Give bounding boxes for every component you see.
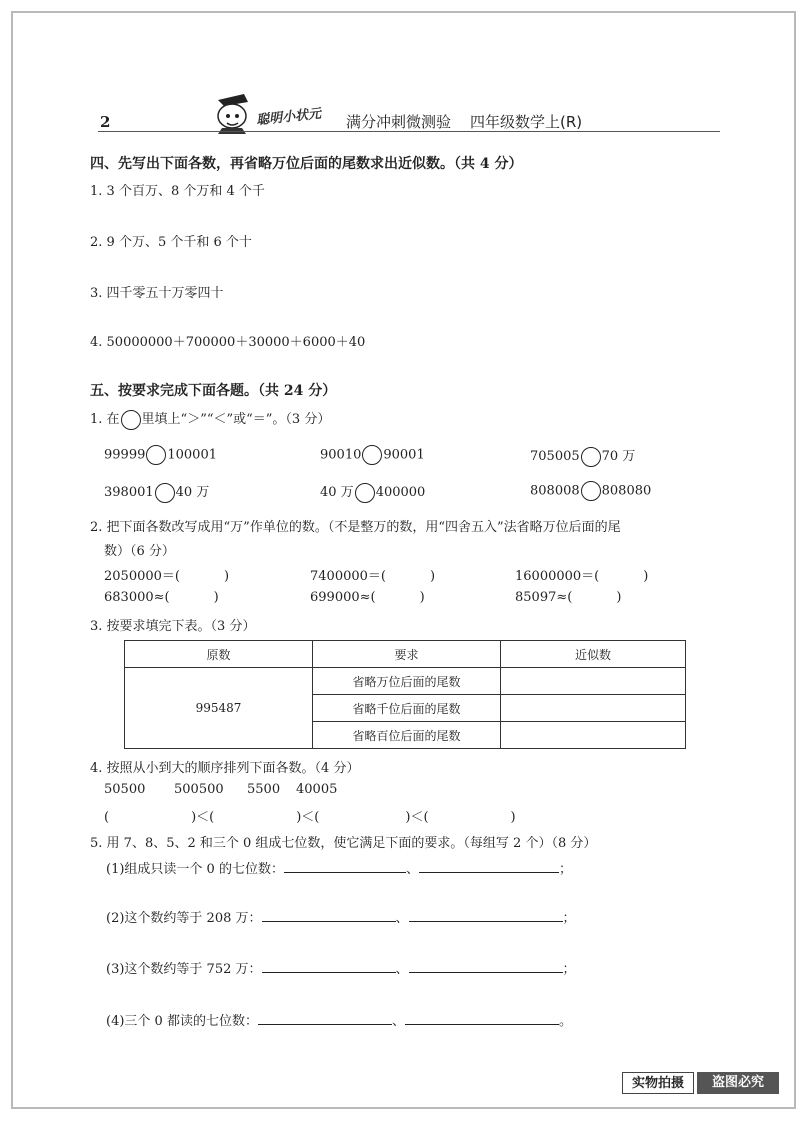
convert-item[interactable]: 16000000＝( ) [515,569,649,584]
q4-number: 40005 [296,782,338,797]
logo-text: 聪明小状元 [255,106,322,129]
table-cell-number: 995487 [125,668,313,749]
header-title: 满分冲刺微测验 [346,113,452,131]
q5-title: 5. 用 7、8、5、2 和三个 0 组成七位数，使它满足下面的要求。（每组写 2 个）（8 分） [90,836,597,851]
compare-item: 398001 40 万 [104,481,209,503]
compare-circle-input[interactable] [155,483,175,503]
q4-title: 4. 按照从小到大的顺序排列下面各数。（4 分） [90,761,360,776]
q4-number: 500500 [174,782,224,797]
compare-circle-input[interactable] [362,445,382,465]
compare-item: 40 万 400000 [320,481,425,503]
compare-item: 90010 90001 [320,445,425,465]
section4-item-3: 3. 四千零五十万零四十 [90,286,224,301]
answer-blank[interactable] [409,958,563,973]
approximation-table [124,640,686,749]
answer-blank[interactable] [419,858,559,873]
table-cell-answer[interactable] [501,695,686,722]
q3-title: 3. 按要求填完下表。（3 分） [90,619,256,634]
convert-item[interactable]: 2050000＝( ) [104,569,230,584]
compare-circle-input[interactable] [355,483,375,503]
q5-item: (4)三个 0 都读的七位数： 、 。 [106,1010,572,1029]
table-header: 要求 [313,641,501,668]
convert-item[interactable]: 683000≈( ) [104,590,219,605]
compare-circle-input[interactable] [581,481,601,501]
stamp-left: 实物拍摄 [622,1072,694,1094]
answer-blank[interactable] [262,907,396,922]
q5-item: (1)组成只读一个 0 的七位数： 、 ； [106,858,572,877]
q4-number: 5500 [247,782,281,797]
compare-item: 705005 70 万 [530,445,635,467]
answer-blank[interactable] [405,1010,559,1025]
stamp-right: 盗图必究 [697,1072,779,1094]
q2-title-line1: 2. 把下面各数改写成用“万”作单位的数。（不是整万的数，用“四舍五入”法省略万位后面的尾 [90,520,621,535]
compare-circle-input[interactable] [581,447,601,467]
table-row [125,668,686,695]
compare-item: 99999 100001 [104,445,217,465]
answer-blank[interactable] [284,858,406,873]
compare-circle-icon [121,410,141,430]
section4-item-1: 1. 3 个百万、8 个万和 4 个千 [90,184,265,199]
compare-circle-input[interactable] [146,445,166,465]
q4-number: 50500 [104,782,146,797]
table-cell-requirement: 省略万位后面的尾数 [313,668,501,695]
compare-item: 808008 808080 [530,481,651,501]
q1-title: 1. 在 里填上“＞”“＜”或“＝”。（3 分） [90,408,330,430]
convert-item[interactable]: 7400000＝( ) [310,569,436,584]
table-header-row [125,641,686,668]
table-cell-answer[interactable] [501,668,686,695]
table-header: 原数 [125,641,313,668]
section5-heading: 五、按要求完成下面各题。（共 24 分） [90,383,337,399]
answer-blank[interactable] [262,958,396,973]
header-subtitle: 四年级数学上(R) [470,113,583,131]
convert-item[interactable]: 85097≈( ) [515,590,622,605]
convert-item[interactable]: 699000≈( ) [310,590,425,605]
q2-title-line2: 数）（6 分） [104,544,175,559]
header-rule [98,131,720,132]
answer-blank[interactable] [409,907,563,922]
page-number: 2 [100,113,111,131]
section4-heading: 四、先写出下面各数，再省略万位后面的尾数求出近似数。（共 4 分） [90,156,523,172]
q4-order-blank[interactable]: ( )＜( )＜( )＜( ) [104,810,516,825]
section4-item-2: 2. 9 个万、5 个千和 6 个十 [90,235,252,250]
q5-item: (3)这个数约等于 752 万： 、 ； [106,958,576,977]
table-cell-answer[interactable] [501,722,686,749]
table-cell-requirement: 省略千位后面的尾数 [313,695,501,722]
table-cell-requirement: 省略百位后面的尾数 [313,722,501,749]
answer-blank[interactable] [258,1010,392,1025]
page-frame [11,11,796,1109]
q5-item: (2)这个数约等于 208 万： 、 ； [106,907,576,926]
table-header: 近似数 [501,641,686,668]
section4-item-4: 4. 50000000＋700000＋30000＋6000＋40 [90,335,366,350]
